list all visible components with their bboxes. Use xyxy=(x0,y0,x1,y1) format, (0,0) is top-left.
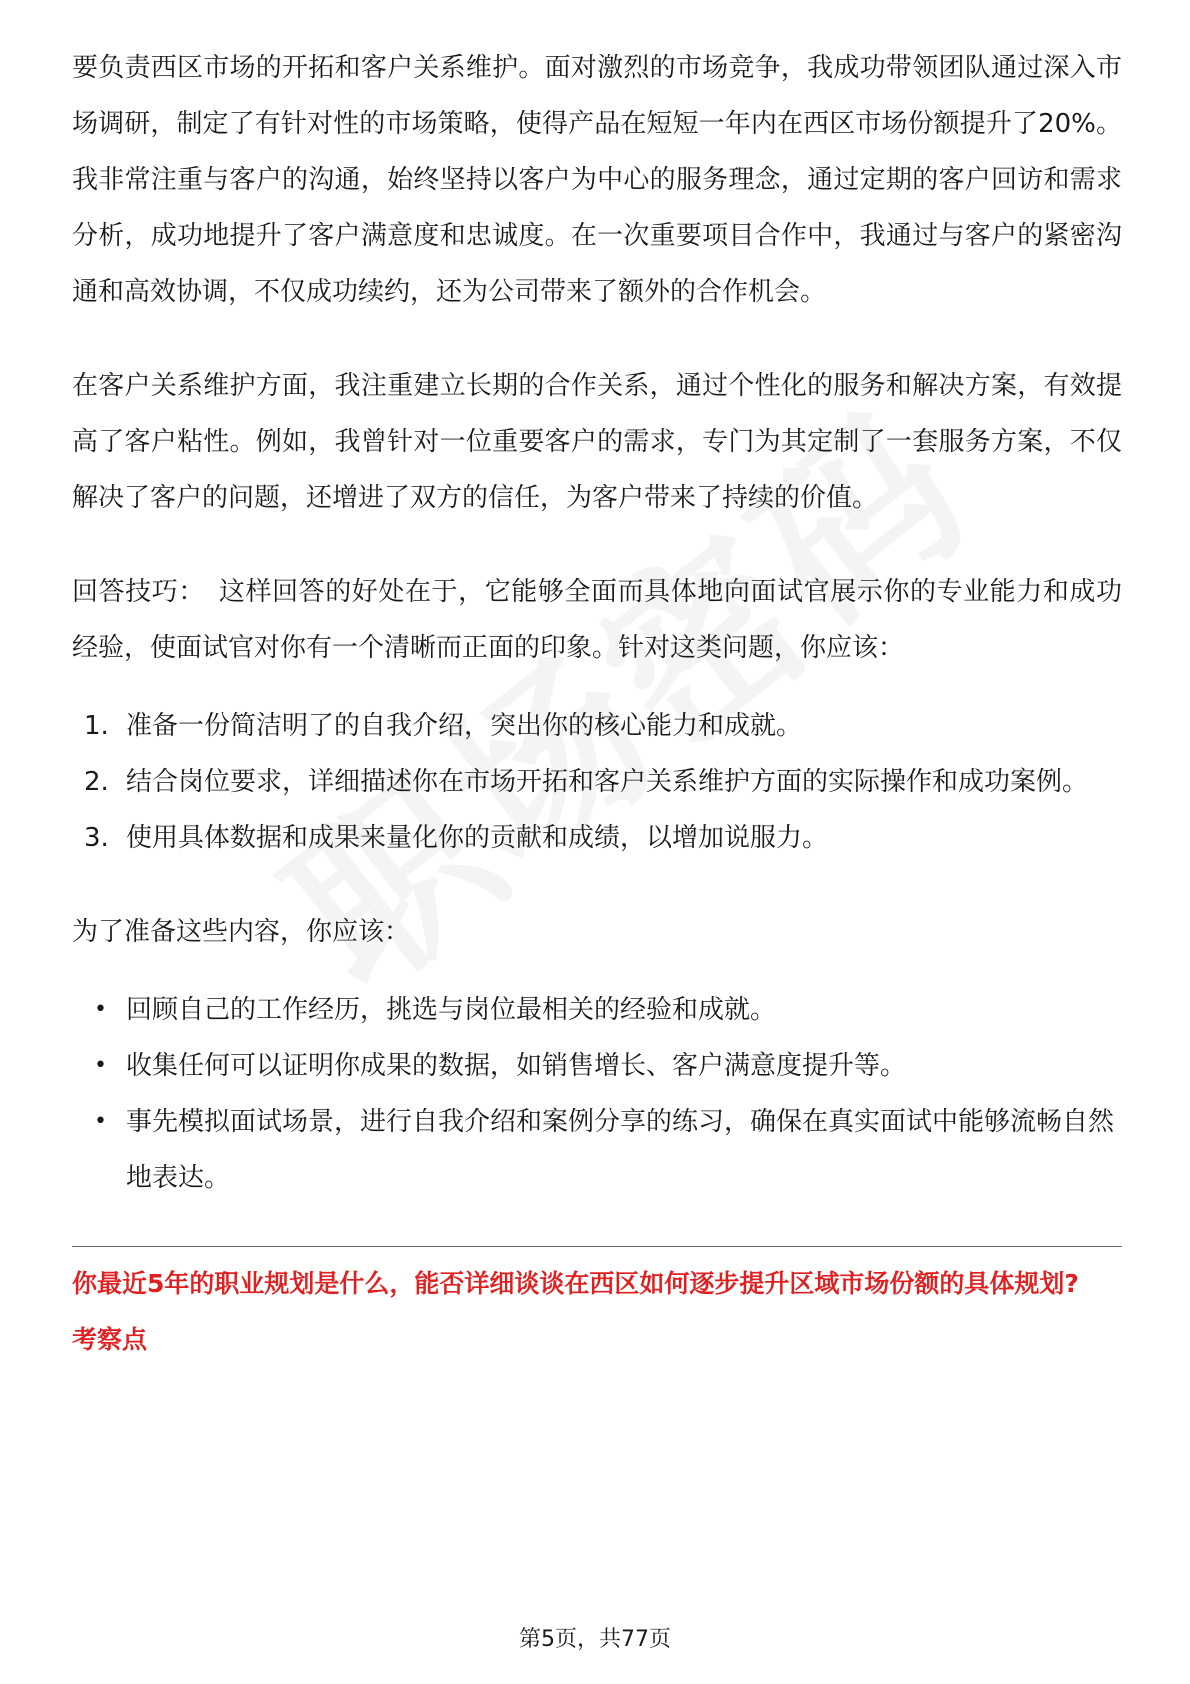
list-item xyxy=(72,754,1122,810)
question-heading: 你最近5年的职业规划是什么，能否详细谈谈在西区如何逐步提升区域市场份额的具体规划? xyxy=(72,1269,1079,1298)
answer-tips-label: 回答技巧： xyxy=(72,577,205,607)
page-footer: 第5页，共77页 xyxy=(519,1627,671,1652)
bullet-icon: • xyxy=(94,1109,107,1134)
list-item xyxy=(72,982,1122,1038)
list-item xyxy=(72,1038,1122,1094)
list-number: 2. xyxy=(84,767,109,797)
list-item xyxy=(72,1094,1122,1206)
paragraph-experience: 要负责西区市场的开拓和客户关系维护。面对激烈的市场竞争，我成功带领团队通过深入市场调研，制定了有针对性的市场策略，使得产品在短短一年内在西区市场份额提升了20%。我非常注重与客户的沟通，始终坚持以客户为中心的服务理念，通过定期的客户回访和需求分析，成功地提升了客户满意度和忠诚度。在一次重要项目合作中，我通过与客户的紧密沟通和高效协调，不仅成功续约，还为公司带来了额外的合作机会。 xyxy=(72,53,1122,307)
list-item-text: 收集任何可以证明你成果的数据，如销售增长、客户满意度提升等。 xyxy=(126,1051,907,1081)
bullet-icon: • xyxy=(94,997,107,1022)
list-item xyxy=(72,698,1122,754)
list-item-text: 事先模拟面试场景，进行自我介绍和案例分享的练习，确保在真实面试中能够流畅自然地表达。 xyxy=(126,1107,1115,1193)
list-item-text: 使用具体数据和成果来量化你的贡献和成绩，以增加说服力。 xyxy=(126,823,829,853)
list-item-text: 回顾自己的工作经历，挑选与岗位最相关的经验和成就。 xyxy=(126,995,777,1025)
section-title: 考察点 xyxy=(72,1325,148,1354)
list-item-text: 结合岗位要求，详细描述你在市场开拓和客户关系维护方面的实际操作和成功案例。 xyxy=(126,767,1089,797)
list-number: 3. xyxy=(84,823,109,853)
list-number: 1. xyxy=(84,711,109,741)
list-item xyxy=(72,810,1122,866)
paragraph-prep-intro: 为了准备这些内容，你应该： xyxy=(72,917,411,947)
paragraph-client-relations: 在客户关系维护方面，我注重建立长期的合作关系，通过个性化的服务和解决方案，有效提高了客户粘性。例如，我曾针对一位重要客户的需求，专门为其定制了一套服务方案，不仅解决了客户的问题，还增进了双方的信任，为客户带来了持续的价值。 xyxy=(72,371,1122,513)
answer-tips-text: 这样回答的好处在于，它能够全面而具体地向面试官展示你的专业能力和成功经验，使面试官对你有一个清晰而正面的印象。针对这类问题，你应该： xyxy=(72,577,1122,663)
numbered-list xyxy=(72,698,1122,866)
document-page xyxy=(72,40,1122,1357)
list-item-text: 准备一份简洁明了的自我介绍，突出你的核心能力和成就。 xyxy=(126,711,803,741)
paragraph-answer-tips xyxy=(72,564,1122,676)
bullet-icon: • xyxy=(94,1053,107,1078)
bullet-list xyxy=(72,982,1122,1206)
